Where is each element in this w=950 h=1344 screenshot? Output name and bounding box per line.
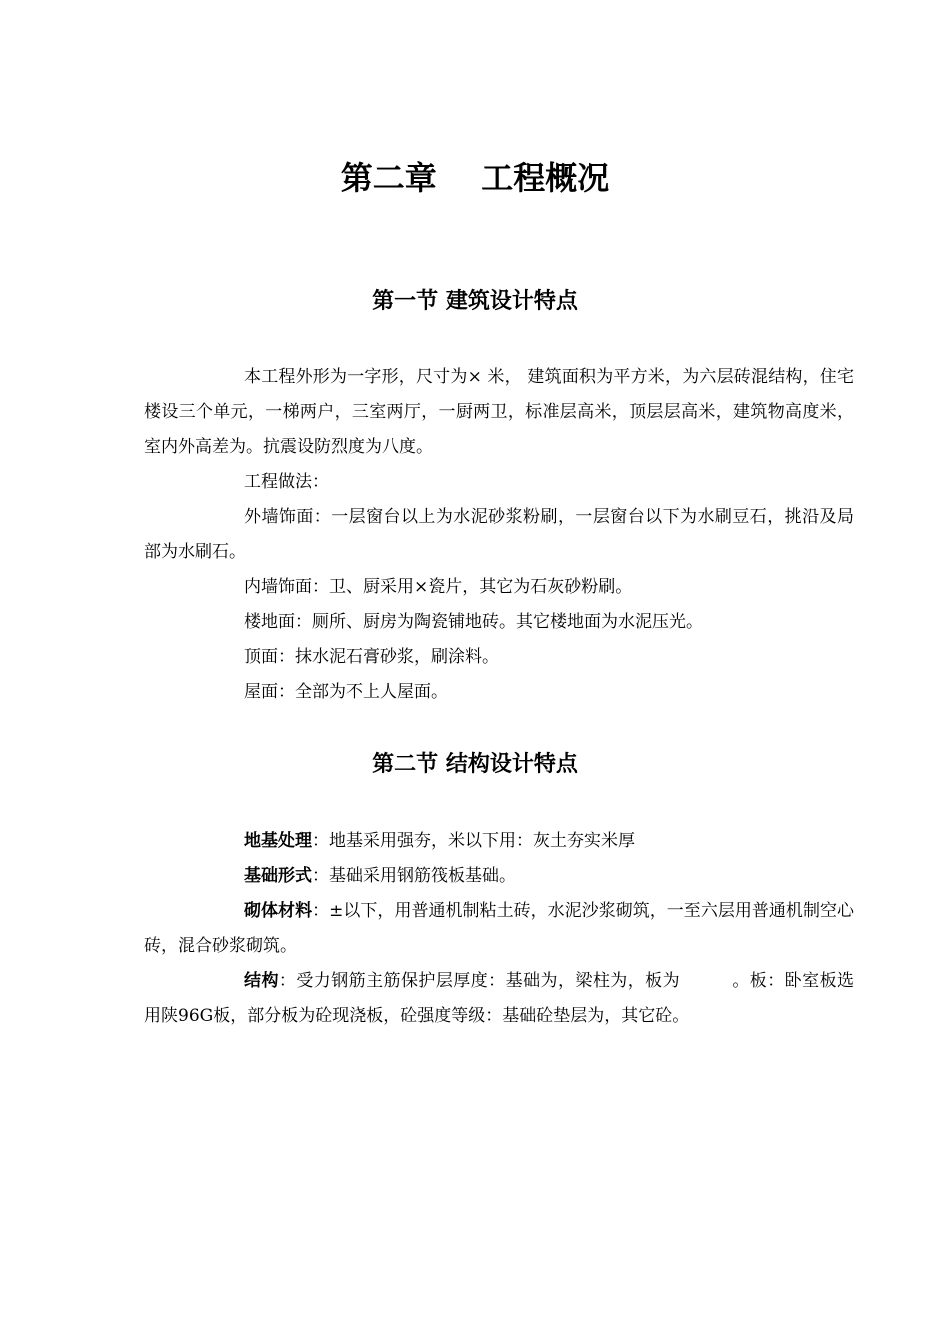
paragraph-text: ：受力钢筋主筋保护层厚度：基础为，梁柱为，板为 。板：卧室板选用陕96G板，部分板为砼现浇板，砼强度等级：基础砼垫层为，其它砼。 [144,971,855,1026]
paragraph-text: ：基础采用钢筋筏板基础。 [312,866,516,886]
paragraph: 外墙饰面：一层窗台以上为水泥砂浆粉刷，一层窗台以下为水刷豆石，挑沿及局部为水刷石。 [144,507,854,562]
paragraph [144,859,854,894]
paragraph: 顶面：抹水泥石膏砂浆，刷涂料。 [244,647,499,667]
paragraph: 楼地面：厕所、厨房为陶瓷铺地砖。其它楼地面为水泥压光。 [244,612,703,632]
paragraph [144,964,854,1034]
paragraph: 内墙饰面：卫、厨采用×瓷片，其它为石灰砂粉刷。 [244,577,633,597]
paragraph-lead-label: 基础形式 [244,866,312,886]
section-body-structure [144,824,854,1034]
section-body-architecture [144,360,854,710]
section-title-structure: 第二节 结构设计特点 [372,752,578,777]
paragraph-lead-label: 砌体材料 [244,901,313,921]
paragraph [144,824,854,859]
paragraph [144,894,854,964]
paragraph: 本工程外形为一字形，尺寸为× 米， 建筑面积为平方米，为六层砖混结构，住宅楼设三个单元，一梯两户，三室两厅，一厨两卫，标准层高米，顶层层高米，建筑物高度米，室内外高差为。抗震设防烈度为八度。 [144,367,854,457]
paragraph-lead-label: 结构 [244,971,279,991]
paragraph: 屋面：全部为不上人屋面。 [244,682,448,702]
paragraph: 工程做法： [244,472,329,492]
paragraph-text: ：地基采用强夯，米以下用：灰土夯实米厚 [312,831,635,851]
paragraph-text: ：±以下，用普通机制粘土砖，水泥沙浆砌筑，一至六层用普通机制空心砖，混合砂浆砌筑。 [144,901,855,956]
chapter-title: 第二章 工程概况 [340,159,610,197]
paragraph-lead-label: 地基处理 [244,831,312,851]
section-title-architecture: 第一节 建筑设计特点 [372,289,578,314]
